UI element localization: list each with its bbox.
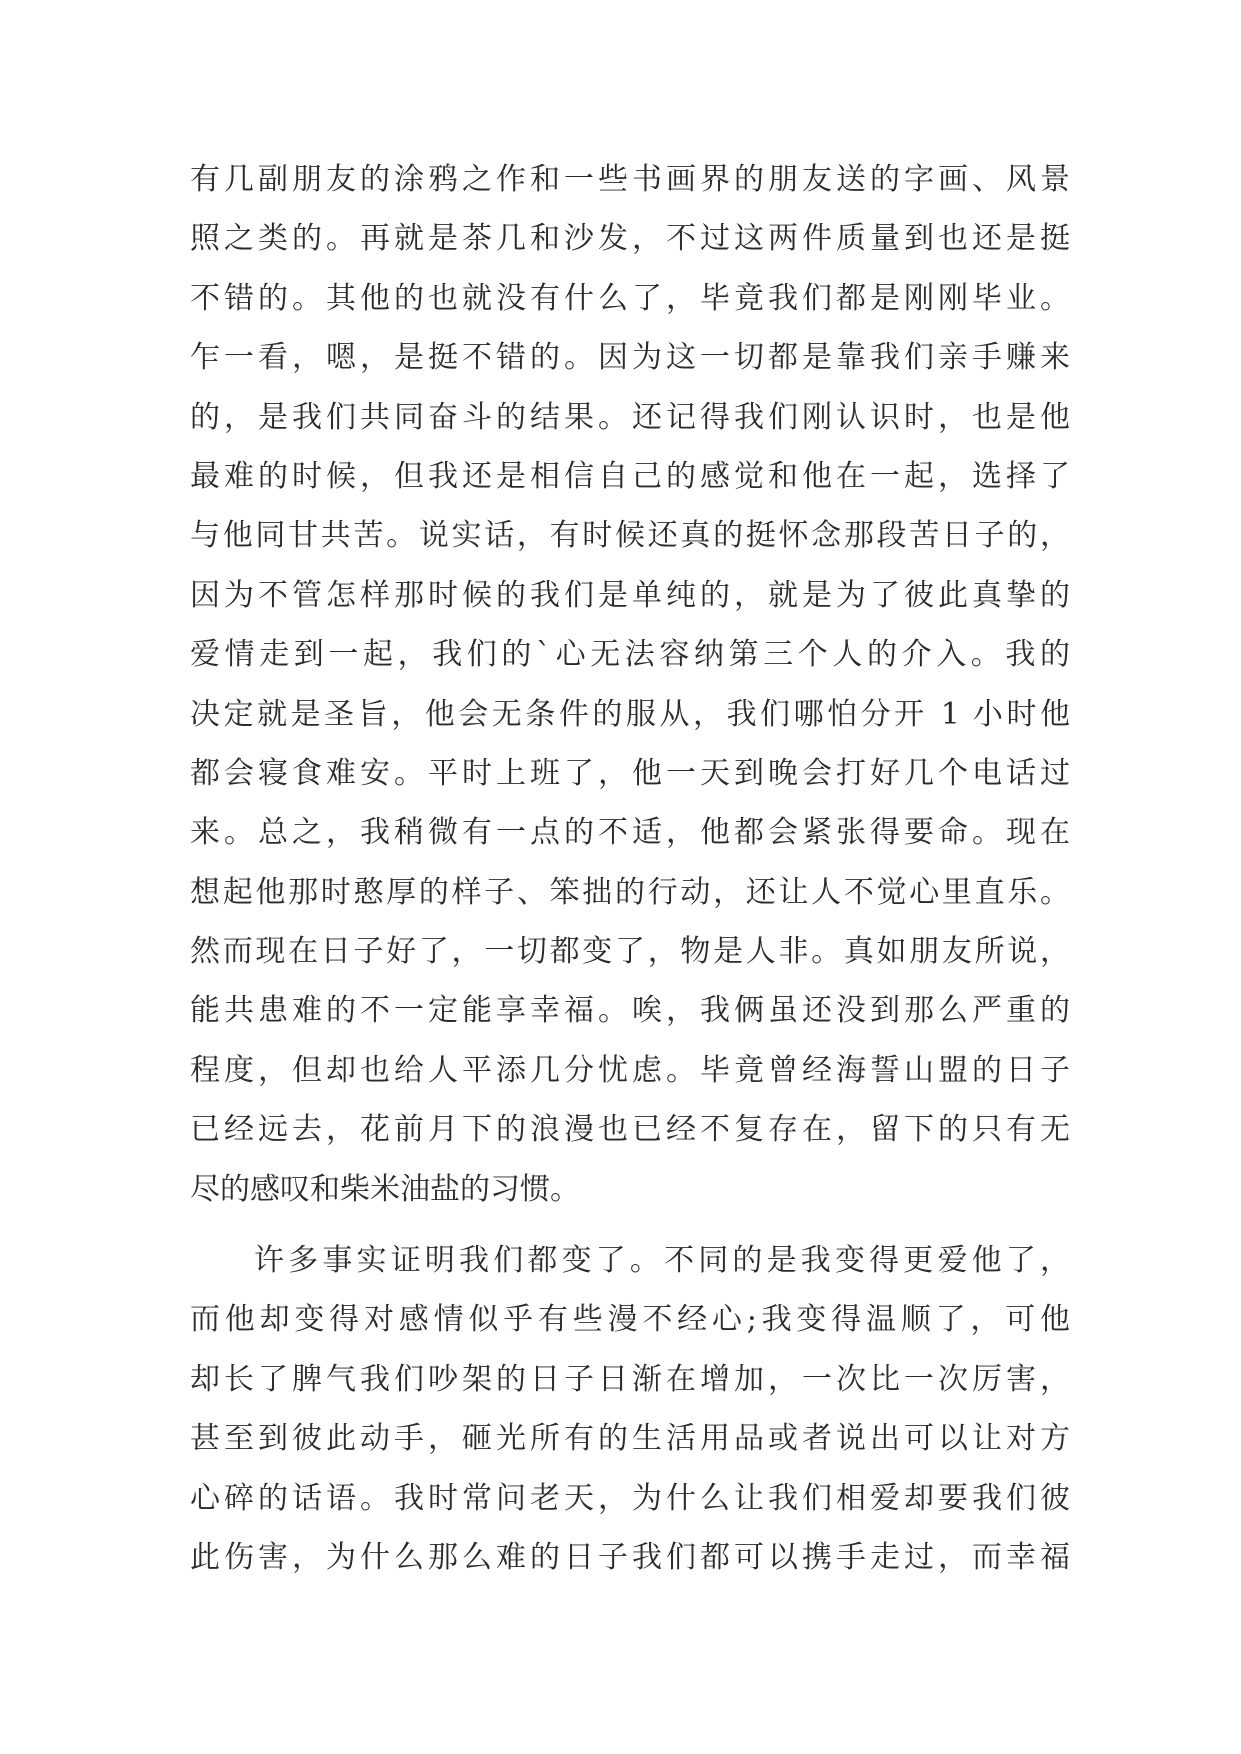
text-line: 甚至到彼此动手，砸光所有的生活用品或者说出可以让对方 [190,1421,1070,1457]
text-line: 最难的时候，但我还是相信自己的感觉和他在一起，选择了 [190,458,1070,494]
text-line: 与他同甘共苦。说实话，有时候还真的挺怀念那段苦日子的， [190,518,1070,554]
text-line: 却长了脾气我们吵架的日子日渐在增加，一次比一次厉害， [190,1361,1070,1397]
body-text [190,150,1070,1587]
paragraph-1 [190,150,1070,1219]
text-line: 想起他那时憨厚的样子、笨拙的行动，还让人不觉心里直乐。 [190,874,1070,910]
text-line: 已经远去，花前月下的浪漫也已经不复存在，留下的只有无 [190,1112,1070,1148]
text-line: 然而现在日子好了，一切都变了，物是人非。真如朋友所说， [190,934,1070,970]
text-line: 乍一看，嗯，是挺不错的。因为这一切都是靠我们亲手赚来 [190,340,1070,376]
text-line: 许多事实证明我们都变了。不同的是我变得更爱他了， [254,1243,1070,1279]
paragraph-gap [190,1219,1070,1231]
text-line: 决定就是圣旨，他会无条件的服从，我们哪怕分开 1 小时他 [190,696,1070,732]
text-line: 心碎的话语。我时常问老天，为什么让我们相爱却要我们彼 [190,1480,1070,1516]
text-line: 因为不管怎样那时候的我们是单纯的，就是为了彼此真挚的 [190,577,1070,613]
text-line: 照之类的。再就是茶几和沙发，不过这两件质量到也还是挺 [190,221,1070,257]
text-line: 能共患难的不一定能享幸福。唉，我俩虽还没到那么严重的 [190,993,1070,1029]
text-line: 此伤害，为什么那么难的日子我们都可以携手走过，而幸福 [190,1539,1070,1575]
text-line: 程度，但却也给人平添几分忧虑。毕竟曾经海誓山盟的日子 [190,1052,1070,1088]
paragraph-2 [190,1231,1070,1587]
text-line: 不错的。其他的也就没有什么了，毕竟我们都是刚刚毕业。 [190,280,1070,316]
text-line: 都会寝食难安。平时上班了，他一天到晚会打好几个电话过 [190,755,1070,791]
text-line: 有几副朋友的涂鸦之作和一些书画界的朋友送的字画、风景 [190,162,1070,197]
text-line: 的，是我们共同奋斗的结果。还记得我们刚认识时，也是他 [190,399,1070,435]
text-line: 而他却变得对感情似乎有些漫不经心;我变得温顺了，可他 [190,1302,1070,1338]
text-line: 来。总之，我稍微有一点的不适，他都会紧张得要命。现在 [190,815,1070,851]
text-line: 爱情走到一起，我们的`心无法容纳第三个人的介入。我的 [190,637,1070,673]
text-line: 尽的感叹和柴米油盐的习惯。 [190,1171,580,1207]
